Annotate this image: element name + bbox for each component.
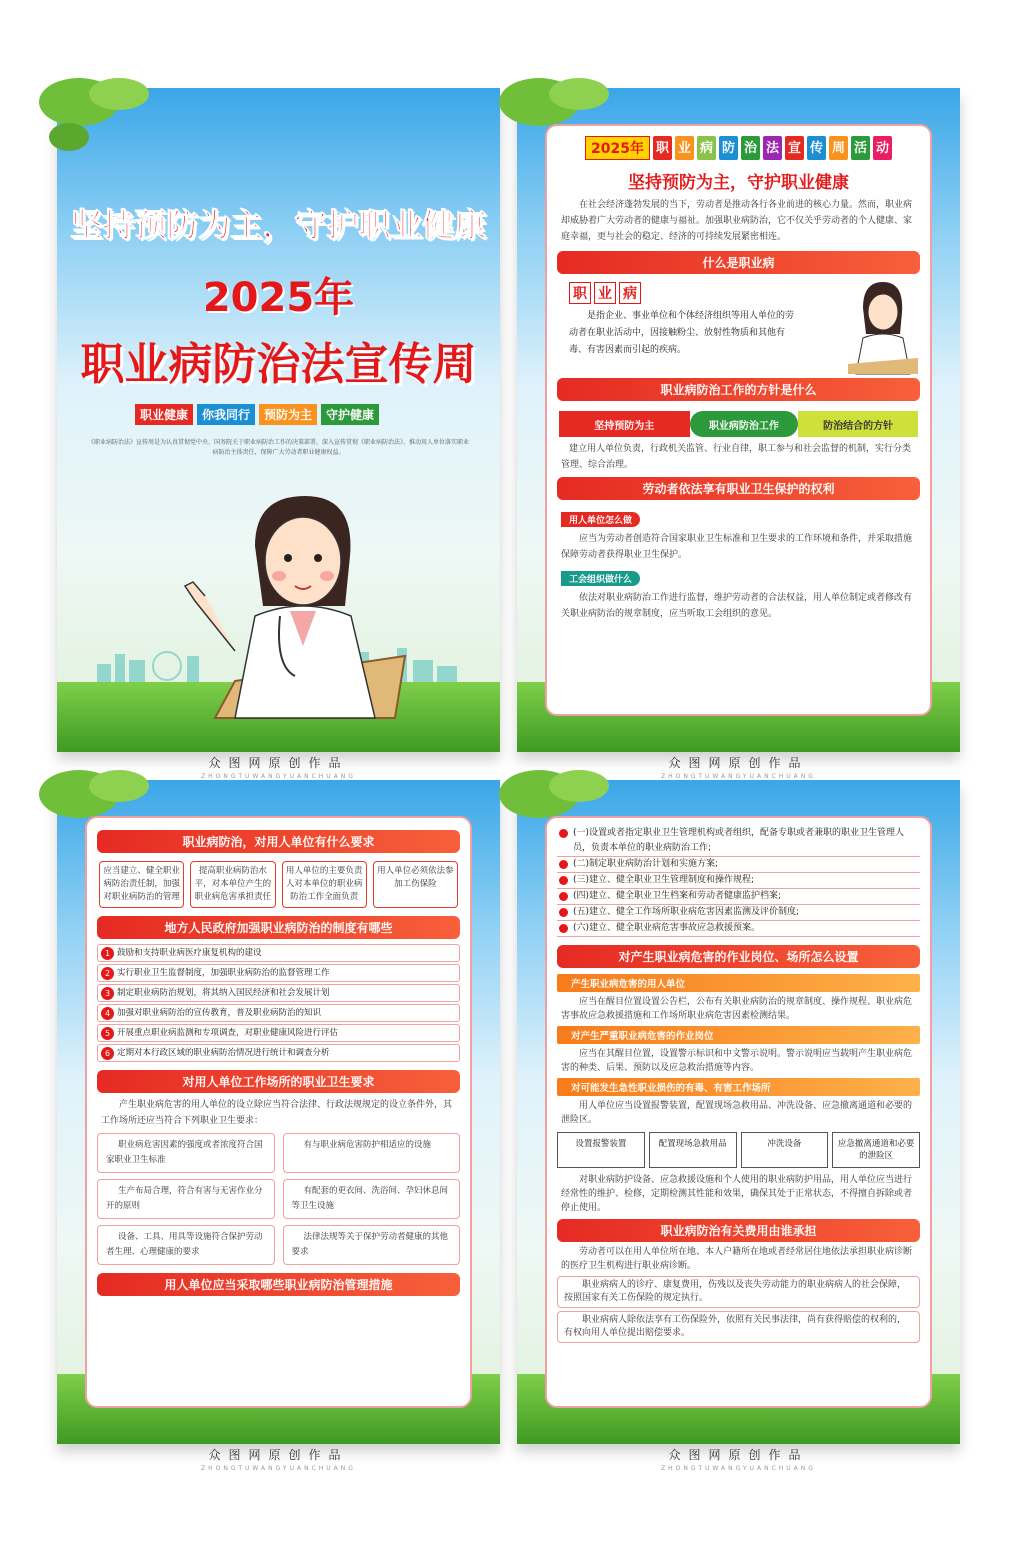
pill-text: 依法对职业病防治工作进行监督，维护劳动者的合法权益，用人单位制定或者修改有关职业病防治的规章制度，应当听取工会组织的意见。 <box>561 593 913 619</box>
chip: 配置现场急救用品 <box>649 1132 737 1168</box>
list-item: 6 定期对本行政区域的职业病防治情况进行统计和调查分析 <box>97 1044 460 1062</box>
year-label: 2025年 <box>585 136 650 160</box>
section-header: 职业病防治，对用人单位有什么要求 <box>97 830 460 853</box>
requirement-boxes <box>87 861 470 908</box>
subsection-header: 对可能发生急性职业损伤的有毒、有害工作场所 <box>557 1078 920 1096</box>
list-item: (一)设置或者指定职业卫生管理机构或者组织，配备专职或者兼职的职业卫生管理人员，负责本单位的职业病防治工作; <box>557 826 920 857</box>
watermark-cn: 众图网原创作品 <box>668 756 809 770</box>
list-item-text: 定期对本行政区域的职业病防治情况进行统计和调查分析 <box>117 1048 330 1058</box>
poster1-title-main: 职业病防治法宣传周 <box>80 339 477 390</box>
title-char: 防 <box>719 136 738 160</box>
subsection-text: 应当在醒目位置设置公告栏，公布有关职业病防治的规章制度、操作规程、职业病危害事故应急救援措施和工作场所职业病危害因素检测结果。 <box>561 997 913 1021</box>
watermark-en: ZHONGTUWANGYUANCHUANG <box>661 1465 816 1472</box>
title-char: 活 <box>851 136 870 160</box>
list-item-text: 制定职业病防治规划，将其纳入国民经济和社会发展计划 <box>117 988 330 998</box>
list-item: (四)建立、健全职业卫生档案和劳动者健康监护档案; <box>557 889 920 905</box>
poster1-intro: 《职业病防治法》宣传周是为认真贯彻党中央、国务院关于职业病防治工作的决策部署，深入宣传贯彻《职业病防治法》，推动用人单位落实职业病防治主体责任，保障广大劳动者职业健康权益。 <box>87 439 469 456</box>
section-header: 用人单位应当采取哪些职业病防治管理措施 <box>97 1273 460 1296</box>
poster1-title-year: 2025年 <box>202 275 355 321</box>
requirement-box: 用人单位必须依法参加工伤保险 <box>373 861 458 908</box>
activity-title <box>547 136 930 160</box>
requirement-item: 法律法规等关于保护劳动者健康的其他要求 <box>283 1225 461 1265</box>
watermark-cn: 众图网原创作品 <box>668 1448 809 1462</box>
poster4-card <box>545 816 932 1408</box>
title-char: 法 <box>763 136 782 160</box>
policy-part: 坚持预防为主 <box>559 411 690 437</box>
section-header: 对用人单位工作场所的职业卫生要求 <box>97 1070 460 1093</box>
requirement-item: 有配套的更衣间、洗浴间、孕妇休息间等卫生设施 <box>283 1179 461 1219</box>
chip: 应急撤离通道和必要的泄险区 <box>832 1132 920 1168</box>
poster2-subtitle: 坚持预防为主，守护职业健康 <box>628 173 849 193</box>
list-item: 2 实行职业卫生监督制度，加强职业病防治的监督管理工作 <box>97 964 460 982</box>
section-header: 对产生职业病危害的作业岗位、场所怎么设置 <box>557 945 920 968</box>
subsection-header: 对产生严重职业病危害的作业岗位 <box>557 1026 920 1044</box>
tag: 职业健康 <box>135 404 193 425</box>
list-item: (三)建立、健全职业卫生管理制度和操作规程; <box>557 873 920 889</box>
list-item: 5 开展重点职业病监测和专项调查，对职业健康风险进行评估 <box>97 1024 460 1042</box>
zyb-char: 业 <box>594 282 616 304</box>
pill-label: 工会组织做什么 <box>561 571 640 586</box>
poster-3 <box>57 780 500 1472</box>
title-char: 宣 <box>785 136 804 160</box>
requirement-box: 提高职业病防治水平，对本单位产生的职业病危害承担责任 <box>190 861 275 908</box>
fee-text: 职业病病人的诊疗、康复费用，伤残以及丧失劳动能力的职业病病人的社会保障，按照国家有关工伤保险的规定执行。 <box>557 1276 920 1308</box>
requirement-item: 职业病危害因素的强度或者浓度符合国家职业卫生标准 <box>97 1133 275 1173</box>
tag: 预防为主 <box>259 404 317 425</box>
requirement-box: 用人单位的主要负责人对本单位的职业病防治工作全面负责 <box>282 861 367 908</box>
poster3-card <box>85 816 472 1408</box>
fee-text: 职业病病人除依法享有工伤保险外，依照有关民事法律，尚有获得赔偿的权利的，有权向用人单位提出赔偿要求。 <box>557 1311 920 1343</box>
poster2-intro: 在社会经济蓬勃发展的当下，劳动者是推动各行各业前进的核心力量。然而，职业病却威胁着广大劳动者的健康与福祉。加强职业病防治，它不仅关乎劳动者的个人健康、家庭幸福，更与社会的稳定、经济的可持续发展紧密相连。 <box>561 200 913 242</box>
section-header: 劳动者依法享有职业卫生保护的权利 <box>557 477 920 500</box>
chip: 设置报警装置 <box>557 1132 645 1168</box>
watermark-en: ZHONGTUWANGYUANCHUANG <box>201 1465 356 1472</box>
list-item-text: 加强对职业病防治的宣传教育，普及职业病防治的知识 <box>117 1008 322 1018</box>
subsection-header: 产生职业病危害的用人单位 <box>557 974 920 992</box>
requirements-grid <box>87 1133 470 1265</box>
title-char: 职 <box>653 136 672 160</box>
list-item-text: 实行职业卫生监督制度，加强职业病防治的监督管理工作 <box>117 968 330 978</box>
equipment-text: 对职业病防护设备、应急救援设施和个人使用的职业病防护用品，用人单位应当进行经常性的维护、检修，定期检测其性能和效果，确保其处于正常状态，不得擅自拆除或者停止使用。 <box>561 1175 913 1213</box>
section-header: 职业病防治工作的方针是什么 <box>557 378 920 401</box>
list-item: 1 鼓励和支持职业病医疗康复机构的建设 <box>97 944 460 962</box>
zyb-char: 病 <box>619 282 641 304</box>
tag: 守护健康 <box>321 404 379 425</box>
list-item-text: 开展重点职业病监测和专项调查，对职业健康风险进行评估 <box>117 1028 339 1038</box>
poster-1 <box>57 88 500 780</box>
poster-2 <box>517 88 960 780</box>
requirement-item: 设备、工具、用具等设施符合保护劳动者生理、心理健康的要求 <box>97 1225 275 1265</box>
section-header: 地方人民政府加强职业病防治的制度有哪些 <box>97 916 460 939</box>
equipment-chips <box>547 1132 930 1168</box>
policy-part: 职业病防治工作 <box>690 411 799 437</box>
poster1-title-line1: 坚持预防为主，守护职业健康 <box>70 206 487 244</box>
list-item: (五)建立、健全工作场所职业病危害因素监测及评价制度; <box>557 905 920 921</box>
doctor-illustration-icon <box>175 486 415 718</box>
section-header: 职业病防治有关费用由谁承担 <box>557 1219 920 1242</box>
doctor-small-icon <box>848 278 918 374</box>
poster1-tags <box>135 404 379 425</box>
watermark <box>517 1446 960 1486</box>
list-item: 4 加强对职业病防治的宣传教育，普及职业病防治的知识 <box>97 1004 460 1022</box>
subsection-text: 用人单位应当设置报警装置，配置现场急救用品、冲洗设备、应急撤离通道和必要的泄险区。 <box>561 1101 913 1125</box>
tree-leaves-icon <box>49 82 169 172</box>
policy-text: 建立用人单位负责，行政机关监管、行业自律，职工参与和社会监督的机制，实行分类管理、综合治理。 <box>561 444 912 470</box>
pill-label: 用人单位怎么做 <box>561 512 640 527</box>
poster-4 <box>517 780 960 1472</box>
watermark-en: ZHONGTUWANGYUANCHUANG <box>661 773 816 780</box>
fee-text: 劳动者可以在用人单位所在地、本人户籍所在地或者经常居住地依法承担职业病诊断的医疗卫生机构进行职业病诊断。 <box>561 1247 913 1271</box>
poster2-card <box>545 124 932 716</box>
subsection-text: 应当在其醒目位置，设置警示标识和中文警示说明。警示说明应当载明产生职业病危害的种类、后果、预防以及应急救治措施等内容。 <box>561 1049 913 1073</box>
chip: 冲洗设备 <box>741 1132 829 1168</box>
title-char: 传 <box>807 136 826 160</box>
title-char: 周 <box>829 136 848 160</box>
policy-bar <box>559 411 918 437</box>
list-item-text: 鼓励和支持职业病医疗康复机构的建设 <box>117 948 262 958</box>
policy-part: 防治结合的方针 <box>798 411 918 437</box>
watermark <box>57 1446 500 1486</box>
zyb-char: 职 <box>569 282 591 304</box>
title-char: 治 <box>741 136 760 160</box>
title-char: 病 <box>697 136 716 160</box>
watermark-en: ZHONGTUWANGYUANCHUANG <box>201 773 356 780</box>
measures-list <box>547 826 930 937</box>
title-char: 动 <box>873 136 892 160</box>
requirement-item: 有与职业病危害防护相适应的设施 <box>283 1133 461 1173</box>
pill-text: 应当为劳动者创造符合国家职业卫生标准和卫生要求的工作环境和条件，并采取措施保障劳动者获得职业卫生保护。 <box>561 534 913 560</box>
requirements-intro: 产生职业病危害的用人单位的设立除应当符合法律、行政法规规定的设立条件外，其工作场所还应当符合下列职业卫生要求： <box>101 1100 453 1126</box>
list-item: 3 制定职业病防治规划，将其纳入国民经济和社会发展计划 <box>97 984 460 1002</box>
tag: 你我同行 <box>197 404 255 425</box>
list-item: (六)建立、健全职业病危害事故应急救援预案。 <box>557 921 920 937</box>
definition-block <box>547 274 930 378</box>
definition-text: 是指企业、事业单位和个体经济组织等用人单位的劳动者在职业活动中，因接触粉尘、放射性物质和其他有毒、有害因素而引起的疾病。 <box>569 311 795 355</box>
watermark-cn: 众图网原创作品 <box>208 756 349 770</box>
title-char: 业 <box>675 136 694 160</box>
requirement-item: 生产布局合理，符合有害与无害作业分开的原则 <box>97 1179 275 1219</box>
watermark-cn: 众图网原创作品 <box>208 1448 349 1462</box>
zyb-label <box>569 282 641 304</box>
requirement-box: 应当建立、健全职业病防治责任制，加强对职业病防治的管理 <box>99 861 184 908</box>
list-item: (二)制定职业病防治计划和实施方案; <box>557 857 920 873</box>
section-header: 什么是职业病 <box>557 251 920 274</box>
